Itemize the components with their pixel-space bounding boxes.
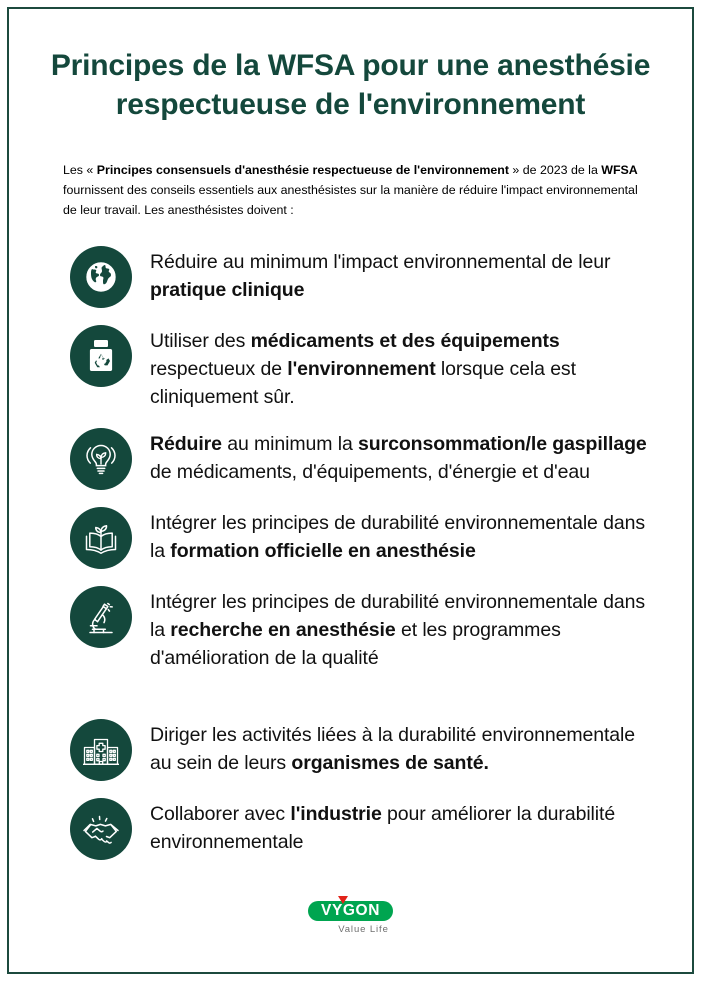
microscope-icon — [70, 586, 132, 648]
principle-item — [38, 586, 663, 672]
intro-text-part3: fournissent des conseils essentiels aux anesthésistes sur la manière de réduire l'impact environnemental de leur travail. Les anesthésistes doivent : — [63, 183, 638, 218]
intro-bold-wfsa: WFSA — [601, 163, 638, 177]
principle-text: Collaborer avec — [150, 803, 291, 826]
principle-item — [38, 798, 663, 860]
principle-item-text — [150, 325, 660, 411]
handshake-icon — [70, 798, 132, 860]
principle-emphasis: organismes de santé. — [291, 752, 489, 775]
principle-text: au minimum la — [221, 433, 359, 456]
footer — [8, 901, 693, 936]
principle-emphasis: l'environnement — [287, 357, 436, 380]
principle-text: Intégrer les principes de durabilité environnementale dans la — [150, 512, 646, 563]
principle-item — [38, 719, 663, 781]
intro-text-part1: Les « — [63, 163, 97, 177]
principle-item — [38, 325, 663, 411]
vygon-tagline: Value Life — [338, 924, 389, 935]
principle-item-text — [150, 798, 660, 856]
principle-text: lorsque cela est cliniquement sûr. — [150, 357, 576, 408]
intro-bold-principles: Principes consensuels d'anesthésie respectueuse de l'environnement — [96, 163, 509, 177]
intro-paragraph — [63, 160, 643, 220]
principle-emphasis: l'industrie — [290, 803, 382, 826]
open-book-sprout-icon — [70, 507, 132, 569]
intro-text-part2: » de 2023 de la — [508, 163, 602, 177]
principle-item-text — [150, 246, 660, 304]
principle-item — [38, 428, 663, 490]
principle-item — [38, 507, 663, 569]
principle-text: Réduire au minimum l'impact environnemental de leur — [150, 251, 611, 274]
principle-item-text — [150, 586, 660, 672]
principle-text: pour améliorer la durabilité environnementale — [150, 803, 616, 854]
principle-text: Utiliser des — [150, 330, 251, 353]
hospital-building-icon — [70, 719, 132, 781]
principle-text: Diriger les activités liées à la durabilité environnementale au sein de leurs — [150, 724, 635, 775]
triangle-accent-icon — [338, 896, 348, 904]
principle-emphasis: recherche en anesthésie — [170, 619, 396, 642]
principle-item-text — [150, 719, 660, 777]
principle-emphasis: Réduire — [150, 433, 222, 456]
principle-item — [38, 246, 663, 308]
principle-text: de médicaments, d'équipements, d'énergie et d'eau — [150, 461, 590, 484]
principle-item-text — [150, 507, 660, 565]
page-title: Principes de la WFSA pour une anesthésie respectueuse de l'environnement — [50, 49, 651, 121]
medicine-bottle-recycle-icon — [70, 325, 132, 387]
principles-list — [38, 246, 663, 877]
globe-icon — [70, 246, 132, 308]
principle-text: respectueux de — [150, 357, 288, 380]
principle-text: Intégrer les principes de durabilité environnementale dans la — [150, 591, 646, 642]
principle-text: et les programmes d'amélioration de la qualité — [150, 619, 561, 669]
principle-emphasis: pratique clinique — [150, 278, 305, 301]
vygon-logo — [308, 901, 393, 922]
principle-emphasis: surconsommation/le gaspillage — [358, 433, 647, 456]
principle-item-text — [150, 428, 660, 486]
principle-emphasis: formation officielle en anesthésie — [170, 540, 476, 563]
principle-emphasis: médicaments et des équipements — [250, 330, 560, 353]
vygon-wordmark: VYGON — [321, 901, 380, 919]
lightbulb-leaf-icon — [70, 428, 132, 490]
